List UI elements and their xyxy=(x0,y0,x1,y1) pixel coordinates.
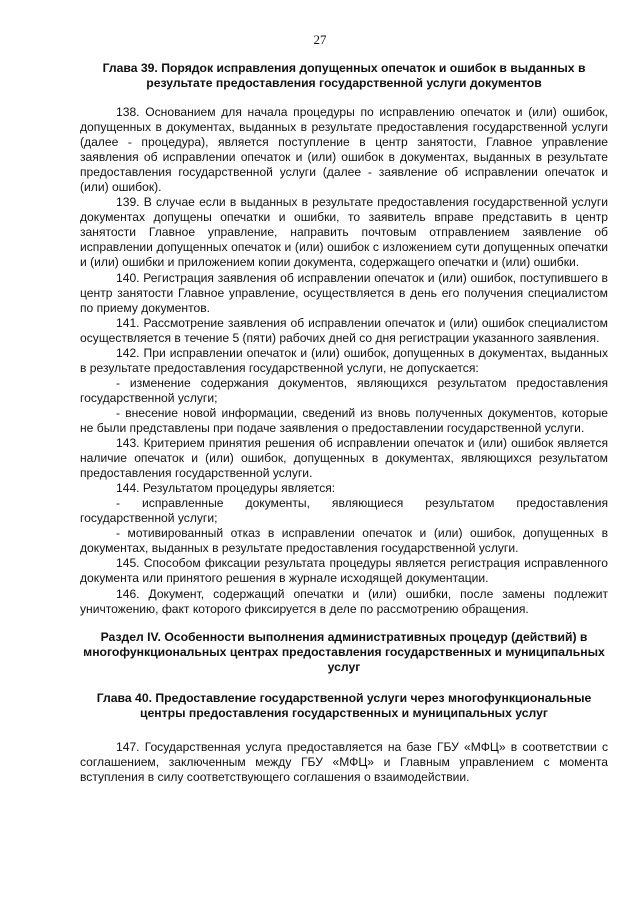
paragraph-139: 139. В случае если в выданных в результате предоставления государственной услуги документах допущены опечатки и ошибки, то заявитель вправе представить в центр занятости Главное управление, направить почтовым отправлением заявление об исправлении допущенных опечаток и (или) ошибок с изложением сути допущенных опечатки и (или) ошибки и приложением копии документа, содержащего опечатки и (или) ошибки. xyxy=(80,195,608,270)
paragraph-144-item-2: - мотивированный отказ в исправлении опечаток и (или) ошибок, допущенных в документах, выданных в результате предоставления государственной услуги. xyxy=(80,526,608,556)
chapter-40-heading: Глава 40. Предоставление государственной услуги через многофункциональные центры предоставления государственных и муниципальных услуг xyxy=(96,690,592,720)
chapter-39-heading: Глава 39. Порядок исправления допущенных опечаток и ошибок в выданных в результате предоставления государственной услуги документов xyxy=(102,61,586,90)
paragraph-142-item-1: - изменение содержания документов, являющихся результатом предоставления государственной услуги; xyxy=(80,375,608,405)
paragraph-142-item-2: - внесение новой информации, сведений из вновь полученных документов, которые не были представлены при подаче заявления о предоставлении государственной услуги. xyxy=(80,405,608,435)
paragraph-144: 144. Результатом процедуры является: xyxy=(116,481,336,496)
page-number: 27 xyxy=(313,32,327,47)
section-4-heading: Раздел IV. Особенности выполнения административных процедур (действий) в многофункциональных центрах предоставления государственных и муниципальных услуг xyxy=(83,629,605,674)
paragraph-145: 145. Способом фиксации результата процедуры является регистрация исправленного документа или принятого решения в журнале исходящей документации. xyxy=(80,556,608,586)
paragraph-141: 141. Рассмотрение заявления об исправлении опечаток и (или) ошибок специалистом осуществляется в течение 5 (пяти) рабочих дней со дня регистрации указанного заявления. xyxy=(80,315,608,345)
page-content xyxy=(80,61,608,785)
paragraph-143: 143. Критерием принятия решения об исправлении опечаток и (или) ошибок является наличие опечаток и (или) ошибок, допущенных в документах, являющихся результатом предоставления государственной услуги. xyxy=(80,436,608,481)
paragraph-142: 142. При исправлении опечаток и (или) ошибок, допущенных в документах, выданных в результате предоставления государственной услуги, не допускается: xyxy=(80,345,608,375)
paragraph-146: 146. Документ, содержащий опечатки и (или) ошибки, после замены подлежит уничтожению, факт которого фиксируется в деле по рассмотрению обращения. xyxy=(80,586,608,616)
paragraph-147: 147. Государственная услуга предоставляется на базе ГБУ «МФЦ» в соответствии с соглашением, заключенным между ГБУ «МФЦ» и Главным управлением с момента вступления в силу соответствующего соглашения о взаимодействии. xyxy=(80,739,608,784)
paragraph-138: 138. Основанием для начала процедуры по исправлению опечаток и (или) ошибок, допущенных в документах, выданных в результате предоставления государственной услуги (далее - процедура), является поступление в центр занятости, Главное управление заявления об исправлении опечаток и (или) ошибок в документах, выданных в результате предоставления государственной услуги (далее - заявление об исправлении опечаток и (или) ошибок). xyxy=(80,105,608,195)
paragraph-140: 140. Регистрация заявления об исправлении опечаток и (или) ошибок, поступившего в центр занятости Главное управление, осуществляется в день его получения специалистом по приему документов. xyxy=(80,270,608,315)
paragraph-144-item-1: - исправленные документы, являющиеся результатом предоставления государственной услуги; xyxy=(80,496,608,526)
